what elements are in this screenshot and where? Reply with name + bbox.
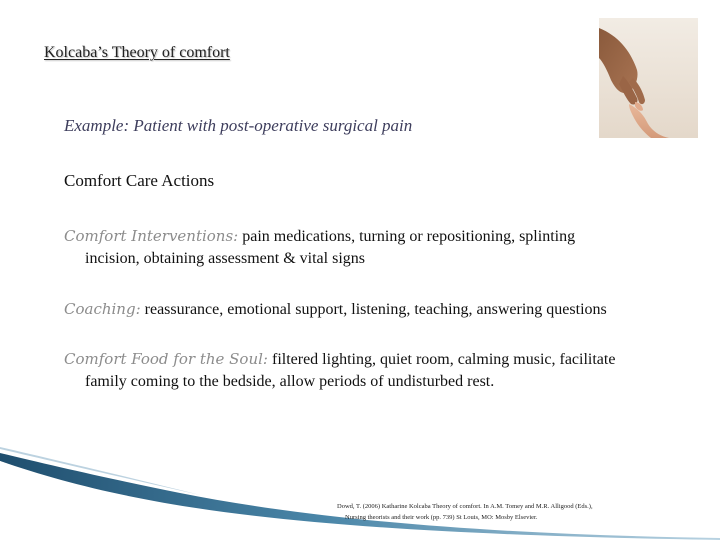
decorative-footer-bar — [0, 445, 720, 540]
citation-line-continued: Nursing theorists and their work (pp. 739) St Louis, MO: Mosby Elsevier. — [345, 514, 538, 521]
item-text-continued: incision, obtaining assessment & vital signs — [85, 250, 365, 267]
item-text: pain medications, turning or repositioning, splinting — [238, 228, 576, 245]
section-heading: Comfort Care Actions — [64, 171, 215, 190]
item-text-continued: family coming to the bedside, allow periods of undisturbed rest. — [85, 373, 495, 390]
comfort-food-item — [64, 348, 704, 393]
item-term: Coaching: — [64, 300, 141, 318]
item-term: Comfort Food for the Soul: — [64, 350, 268, 368]
item-term: Comfort Interventions: — [64, 227, 239, 245]
citation — [337, 501, 667, 523]
example-text: Example: Patient with post-operative surgical pain — [64, 116, 413, 135]
citation-line: Dowd, T. (2006) Katharine Kolcaba Theory of comfort. In A.M. Tomey and M.R. Alligood (Eds.), — [337, 503, 593, 510]
item-text: filtered lighting, quiet room, calming music, facilitate — [267, 351, 616, 368]
comfort-interventions-item — [64, 225, 704, 270]
hands-photo — [599, 18, 698, 138]
item-text: reassurance, emotional support, listening, teaching, answering questions — [140, 301, 607, 318]
coaching-item — [64, 298, 704, 321]
slide-title: Kolcaba’s Theory of comfort — [44, 44, 230, 61]
